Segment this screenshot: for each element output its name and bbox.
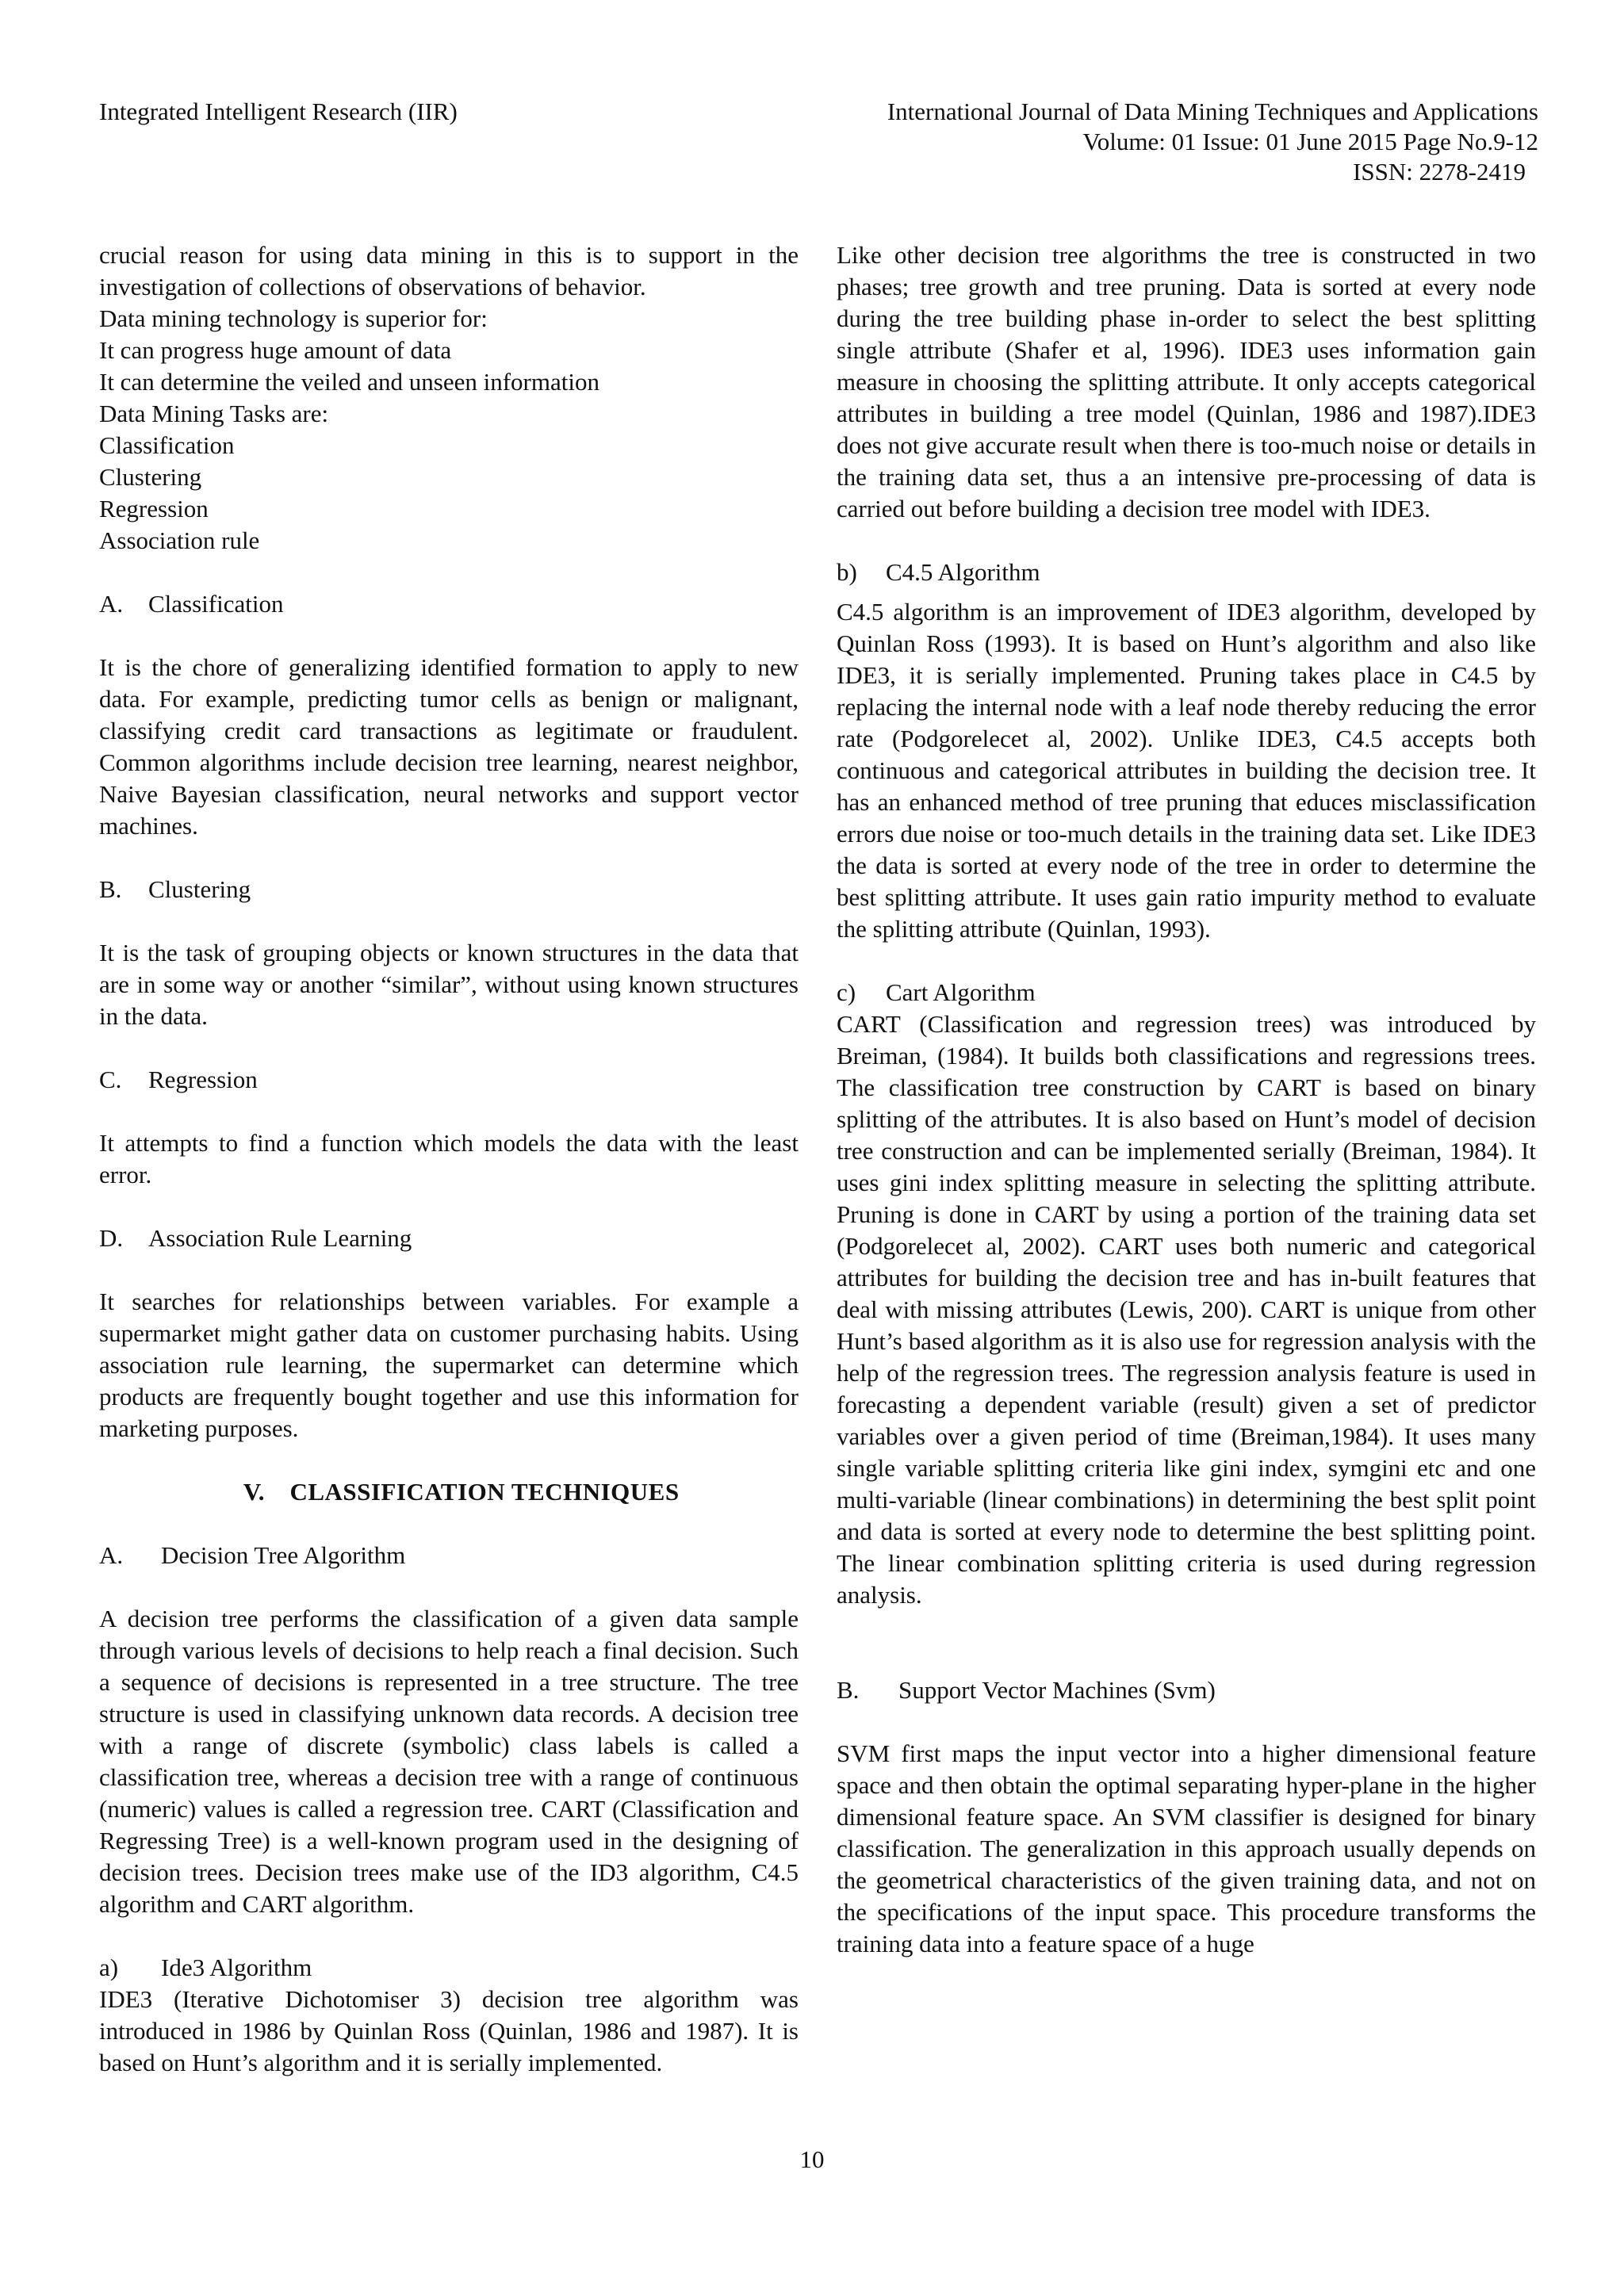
clustering-text: It is the task of grouping objects or known structures in the data that are in some way or another “similar”, without using known structures in the data. <box>99 939 799 1030</box>
right-column <box>837 239 1536 1960</box>
running-header-right <box>887 97 1538 187</box>
running-header-left: Integrated Intelligent Research (IIR) <box>99 98 458 125</box>
list-item: Clustering <box>99 463 202 491</box>
list-item: Association rule <box>99 526 260 554</box>
heading-ide3: a) Ide3 Algorithm <box>99 1954 312 1981</box>
ide3-text: IDE3 (Iterative Dichotomiser 3) decision tree algorithm was introduced in 1986 by Quinlan Ross (Quinlan, 1986 and 1987). It is based on Hunt’s algorithm and it is serially implemented. <box>99 1985 799 2076</box>
journal-title: International Journal of Data Mining Techniques and Applications <box>887 98 1538 125</box>
superior-label: Data mining technology is superior for: <box>99 304 488 332</box>
list-item: It can progress huge amount of data <box>99 336 452 364</box>
heading-regression: C. Regression <box>99 1066 258 1093</box>
left-column <box>99 239 799 2079</box>
heading-c45: b) C4.5 Algorithm <box>837 558 1040 586</box>
svm-text: SVM first maps the input vector into a higher dimensional feature space and then obtain the optimal separating hyper-plane in the higher dimensional feature space. An SVM classifier is designed for binary classification. The generalization in this approach usually depends on the geometrical characteristics of the given training data, and not on the specifications of the input space. This procedure transforms the training data into a feature space of a huge <box>837 1739 1536 1957</box>
association-text: It searches for relationships between variables. For example a supermarket might gather data on customer purchasing habits. Using association rule learning, the supermarket can determine which products are frequently bought together and use this information for marketing purposes. <box>99 1288 799 1442</box>
heading-decision-tree: A. Decision Tree Algorithm <box>99 1541 406 1569</box>
decision-tree-text: A decision tree performs the classification of a given data sample through various levels of decisions to help reach a final decision. Such a sequence of decisions is represented in a tree structure. The tree structure is used in classifying unknown data records. A decision tree with a range of discrete (symbolic) class labels is called a classification tree, whereas a decision tree with a range of continuous (numeric) values is called a regression tree. CART (Classification and Regressing Tree) is a well-known program used in the designing of decision trees. Decision trees make use of the ID3 algorithm, C4.5 algorithm and CART algorithm. <box>99 1605 799 1918</box>
heading-association-rule: D. Association Rule Learning <box>99 1224 412 1252</box>
heading-classification: A. Classification <box>99 590 284 618</box>
tasks-label: Data Mining Tasks are: <box>99 400 329 427</box>
classification-text: It is the chore of generalizing identified formation to apply to new data. For example, predicting tumor cells as benign or malignant, classifying credit card transactions as legitimate or fraudulent. Common algorithms include decision tree learning, nearest neighbor, Naive Bayesian classification, neural networks and support vector machines. <box>99 653 799 840</box>
regression-text: It attempts to find a function which models the data with the least error. <box>99 1129 799 1188</box>
heading-cart: c) Cart Algorithm <box>837 978 1036 1006</box>
section-title: V. CLASSIFICATION TECHNIQUES <box>243 1478 680 1506</box>
list-item: Regression <box>99 495 209 522</box>
cart-text: CART (Classification and regression trees) was introduced by Breiman, (1984). It builds both classifications and regressions trees. The classification tree construction by CART is based on binary splitting of the attributes. It is also based on Hunt’s model of decision tree construction and can be implemented serially (Breiman, 1984). It uses gini index splitting measure in selecting the splitting attribute. Pruning is done in CART by using a portion of the training data set (Podgorelecet al, 2002). CART uses both numeric and categorical attributes for building the decision tree and has in-built features that deal with missing attributes (Lewis, 200). CART is unique from other Hunt’s based algorithm as it is also use for regression analysis with the help of the regression trees. The regression analysis feature is used in forecasting a dependent variable (result) given a set of predictor variables over a given period of time (Breiman,1984). It uses many single variable splitting criteria like gini index, symgini etc and one multi-variable (linear combinations) in determining the best split point and data is sorted at every node to determine the best splitting point. The linear combination splitting criteria is used during regression analysis. <box>837 1010 1536 1609</box>
c45-text: C4.5 algorithm is an improvement of IDE3 algorithm, developed by Quinlan Ross (1993). It is based on Hunt’s algorithm and also like IDE3, it is serially implemented. Pruning takes place in C4.5 by replacing the internal node with a leaf node thereby reducing the error rate (Podgorelecet al, 2002). Unlike IDE3, C4.5 accepts both continuous and categorical attributes in building the decision tree. It has an enhanced method of tree pruning that educes misclassification errors due noise or too-much details in the training data set. Like IDE3 the data is sorted at every node of the tree in order to determine the best splitting attribute. It uses gain ratio impurity method to evaluate the splitting attribute (Quinlan, 1993). <box>837 598 1536 943</box>
list-item: Classification <box>99 431 235 459</box>
volume-info: Volume: 01 Issue: 01 June 2015 Page No.9-12 <box>1082 128 1538 155</box>
list-item: It can determine the veiled and unseen information <box>99 368 599 396</box>
intro-paragraph: crucial reason for using data mining in this is to support in the investigation of collections of observations of behavior. <box>99 241 799 300</box>
heading-clustering: B. Clustering <box>99 875 251 903</box>
page-number: 10 <box>799 2145 825 2173</box>
issn: ISSN: 2278-2419 <box>1353 158 1526 186</box>
heading-svm: B. Support Vector Machines (Svm) <box>837 1676 1216 1704</box>
ide3-continued-text: Like other decision tree algorithms the tree is constructed in two phases; tree growth and tree pruning. Data is sorted at every node during the tree building phase in-order to select the best splitting single attribute (Shafer et al, 1996). IDE3 uses information gain measure in choosing the splitting attribute. It only accepts categorical attributes in building a tree model (Quinlan, 1986 and 1987).IDE3 does not give accurate result when there is too-much noise or details in the training data set, thus a an intensive pre-processing of data is carried out before building a decision tree model with IDE3. <box>837 241 1536 522</box>
